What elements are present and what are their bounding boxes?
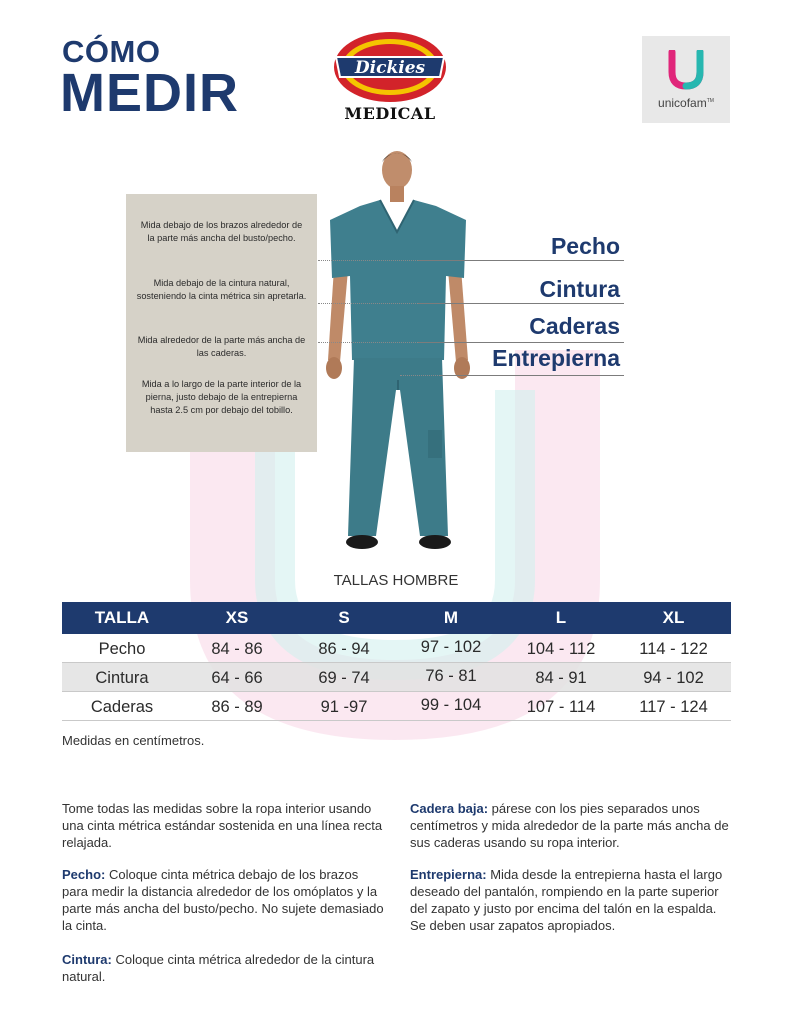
low-hip-term: Cadera baja: xyxy=(410,801,489,816)
table-cell: 107 - 114 xyxy=(526,698,596,716)
row-label: Cintura xyxy=(95,669,149,687)
dickies-logo xyxy=(332,30,448,104)
chest-term: Pecho: xyxy=(62,867,106,882)
header-m: M xyxy=(443,608,459,627)
label-cintura: Cintura xyxy=(539,276,620,302)
table-row xyxy=(62,663,731,692)
unicofam-logo: unicofam™ xyxy=(642,36,730,123)
title-line1: CÓMO xyxy=(62,34,161,69)
table-note: Medidas en centímetros. xyxy=(62,733,205,748)
hips-guide-line xyxy=(418,342,624,343)
title-line2: MEDIR xyxy=(60,63,239,123)
table-cell: 84 - 86 xyxy=(211,640,263,658)
table-cell: 94 - 102 xyxy=(643,669,704,687)
instruction-waist: Mida debajo de la cintura natural, sosteniendo la cinta métrica sin apretarla. xyxy=(136,278,307,301)
table-cell: 86 - 94 xyxy=(318,640,370,658)
header-s: S xyxy=(338,608,350,627)
table-cell: 69 - 74 xyxy=(318,669,370,687)
table-cell: 99 - 104 xyxy=(420,696,482,714)
table-header xyxy=(62,602,731,634)
table-cell: 64 - 66 xyxy=(211,669,263,687)
unicofam-u-icon xyxy=(668,50,704,90)
chest-description: Coloque cinta métrica debajo de los brazos para medir la distancia alrededor de los omóplatos y la parte más ancha del busto/pecho. No sujete demasiado la cinta. xyxy=(62,867,384,933)
intro-paragraph: Tome todas las medidas sobre la ropa interior usando una cinta métrica estándar sostenida en una línea recta relajada. xyxy=(62,801,383,850)
instruction-hips: Mida alrededor de la parte más ancha de las caderas. xyxy=(137,335,306,358)
instruction-inseam: Mida a lo largo de la parte interior de la pierna, justo debajo de la entrepierna hasta 2.5 cm por debajo del tobillo. xyxy=(141,379,302,415)
header-xl: XL xyxy=(662,608,685,627)
dickies-logo-text: Dickies xyxy=(354,58,426,78)
label-caderas: Caderas xyxy=(529,313,620,339)
table-cell: 86 - 89 xyxy=(211,698,263,716)
inseam-paragraph xyxy=(410,866,732,934)
table-cell: 117 - 124 xyxy=(639,698,708,716)
row-label: Pecho xyxy=(98,640,146,658)
inseam-guide-dots xyxy=(400,375,440,376)
low-hip-paragraph xyxy=(410,800,732,851)
table-cell: 104 - 112 xyxy=(526,640,596,658)
waist-term: Cintura: xyxy=(62,952,112,967)
hips-guide-dots xyxy=(318,342,418,343)
table-row xyxy=(62,692,731,721)
waist-paragraph xyxy=(62,951,384,985)
medical-label: MEDICAL xyxy=(344,104,436,123)
chest-guide-line xyxy=(418,260,624,261)
waist-guide-line xyxy=(418,303,624,304)
header-l: L xyxy=(555,608,567,627)
waist-guide-dots xyxy=(318,303,418,304)
instruction-chest: Mida debajo de los brazos alrededor de la parte más ancha del busto/pecho. xyxy=(140,220,303,243)
table-cell: 97 - 102 xyxy=(420,638,482,656)
table-cell: 76 - 81 xyxy=(425,667,477,685)
chest-paragraph xyxy=(62,866,384,934)
unicofam-text: unicofam xyxy=(658,96,707,110)
row-label: Caderas xyxy=(90,698,154,716)
header-xs: XS xyxy=(225,608,249,627)
inseam-guide-line xyxy=(440,375,624,376)
inseam-description: Mida desde la entrepierna hasta el largo deseado del pantalón, rompiendo en la parte superior del zapato y justo por encima del talón en la espalda. Se deben usar zapatos apropiados. xyxy=(410,867,723,933)
inseam-term: Entrepierna: xyxy=(410,867,487,882)
table-cell: 91 -97 xyxy=(320,698,368,716)
header-talla: TALLA xyxy=(94,608,150,627)
low-hip-description: párese con los pies separados unos centímetros y mida alrededor de la parte más ancha de sus caderas usando su ropa interior. xyxy=(410,801,729,850)
label-entrepierna: Entrepierna xyxy=(492,345,620,371)
table-cell: 114 - 122 xyxy=(639,640,708,658)
label-pecho: Pecho xyxy=(550,233,620,259)
instructions-box xyxy=(126,194,317,452)
waist-description: Coloque cinta métrica alrededor de la cintura natural. xyxy=(62,952,375,984)
chest-guide-dots xyxy=(318,260,418,261)
table-cell: 84 - 91 xyxy=(535,669,587,687)
table-row xyxy=(62,634,731,663)
table-title: TALLAS HOMBRE xyxy=(333,572,459,589)
